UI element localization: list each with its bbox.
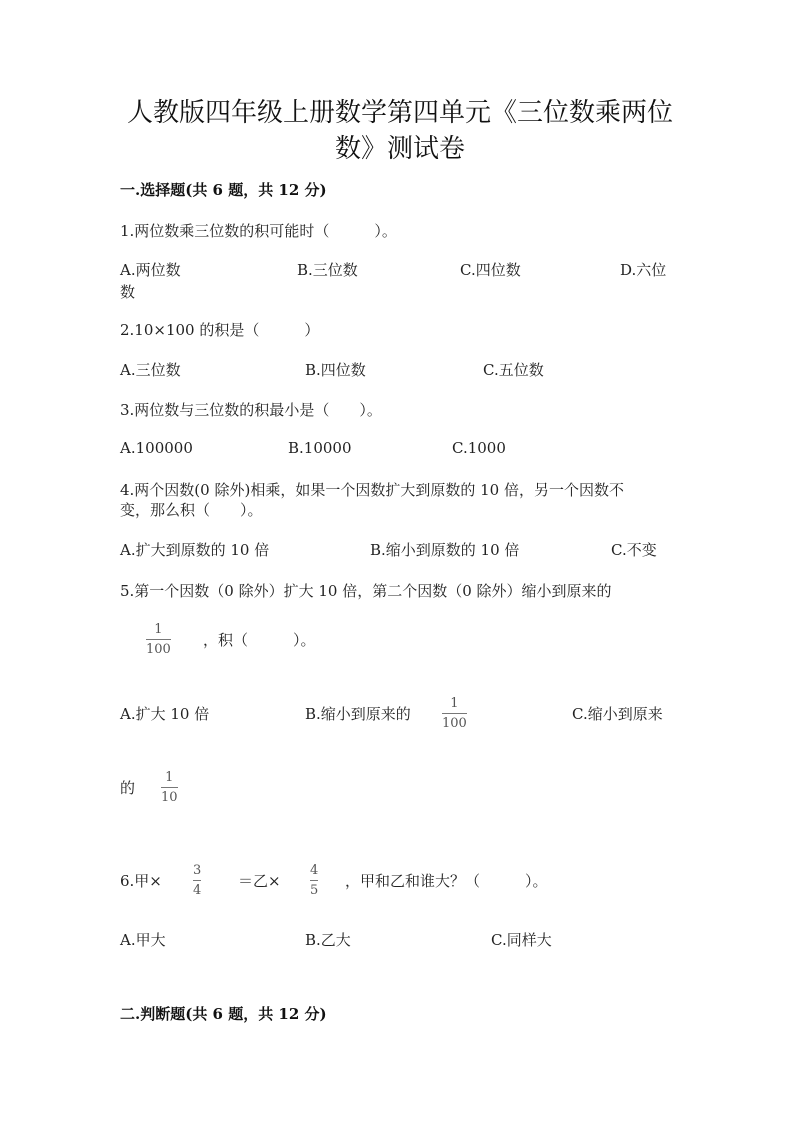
question-3-option-b[interactable]: B.10000 (288, 439, 352, 457)
fraction-denominator: 5 (310, 883, 319, 898)
section-heading-choice: 一.选择题(共 6 题，共 12 分) (120, 181, 327, 199)
fraction-denominator: 4 (193, 883, 202, 898)
question-2-option-b[interactable]: B.四位数 (305, 361, 366, 379)
question-6-fraction-2 (310, 863, 318, 898)
fraction-numerator: 3 (193, 863, 202, 878)
fraction-numerator: 1 (450, 696, 459, 711)
question-6-middle: ＝乙× (238, 872, 281, 890)
question-3-text: 3.两位数与三位数的积最小是（ ）。 (120, 401, 382, 419)
fraction-numerator: 4 (310, 863, 319, 878)
question-6-fraction-1 (193, 863, 201, 898)
section-heading-judge: 二.判断题(共 6 题，共 12 分) (120, 1005, 327, 1023)
question-5-option-b[interactable]: B.缩小到原来的 (305, 705, 411, 723)
question-6-suffix: ，甲和乙和谁大？（ ）。 (345, 872, 548, 890)
question-5-option-c-fraction (161, 770, 178, 805)
page-title-line-1: 人教版四年级上册数学第四单元《三位数乘两位 (126, 98, 673, 128)
question-2-option-a[interactable]: A.三位数 (120, 361, 181, 379)
question-4-option-b[interactable]: B.缩小到原数的 10 倍 (370, 541, 520, 559)
fraction-bar (161, 787, 178, 788)
fraction-bar (310, 880, 318, 881)
fraction-numerator: 1 (165, 770, 174, 785)
question-5-option-b-fraction (442, 696, 467, 731)
page-title-line-2: 数》测试卷 (334, 134, 465, 164)
question-6-prefix: 6.甲× (120, 872, 162, 890)
question-2-text: 2.10×100 的积是（ ） (120, 321, 320, 339)
question-1-option-d-wrap: 数 (120, 283, 136, 301)
question-4-text-line-1: 4.两个因数(0 除外)相乘，如果一个因数扩大到原数的 10 倍，另一个因数不 (120, 481, 624, 499)
question-5-option-a[interactable]: A.扩大 10 倍 (120, 705, 210, 723)
fraction-bar (442, 713, 467, 714)
fraction-denominator: 100 (146, 642, 171, 657)
question-1-option-d[interactable]: D.六位 (620, 261, 667, 279)
question-1-option-a[interactable]: A.两位数 (120, 261, 181, 279)
fraction-bar (146, 639, 171, 640)
question-3-option-a[interactable]: A.100000 (120, 439, 193, 457)
question-2-option-c[interactable]: C.五位数 (483, 361, 544, 379)
question-6-option-a[interactable]: A.甲大 (120, 931, 166, 949)
question-3-option-c[interactable]: C.1000 (452, 439, 506, 457)
question-5-option-c-wrap: 的 (120, 779, 136, 797)
question-4-option-a[interactable]: A.扩大到原数的 10 倍 (120, 541, 270, 559)
question-5-text-after: ，积（ ）。 (203, 631, 316, 649)
fraction-denominator: 100 (442, 716, 467, 731)
question-6-option-b[interactable]: B.乙大 (305, 931, 351, 949)
question-4-option-c[interactable]: C.不变 (611, 541, 657, 559)
question-1-option-c[interactable]: C.四位数 (460, 261, 521, 279)
question-5-option-c[interactable]: C.缩小到原来 (572, 705, 663, 723)
question-1-text: 1.两位数乘三位数的积可能时（ ）。 (120, 222, 397, 240)
question-1-option-b[interactable]: B.三位数 (297, 261, 358, 279)
question-6-option-c[interactable]: C.同样大 (491, 931, 552, 949)
question-4-text-line-2: 变，那么积（ ）。 (120, 501, 263, 519)
fraction-numerator: 1 (154, 622, 163, 637)
fraction-denominator: 10 (161, 790, 178, 805)
question-5-text-line-1: 5.第一个因数（0 除外）扩大 10 倍，第二个因数（0 除外）缩小到原来的 (120, 582, 612, 600)
fraction-bar (193, 880, 201, 881)
question-5-fraction (146, 622, 171, 657)
